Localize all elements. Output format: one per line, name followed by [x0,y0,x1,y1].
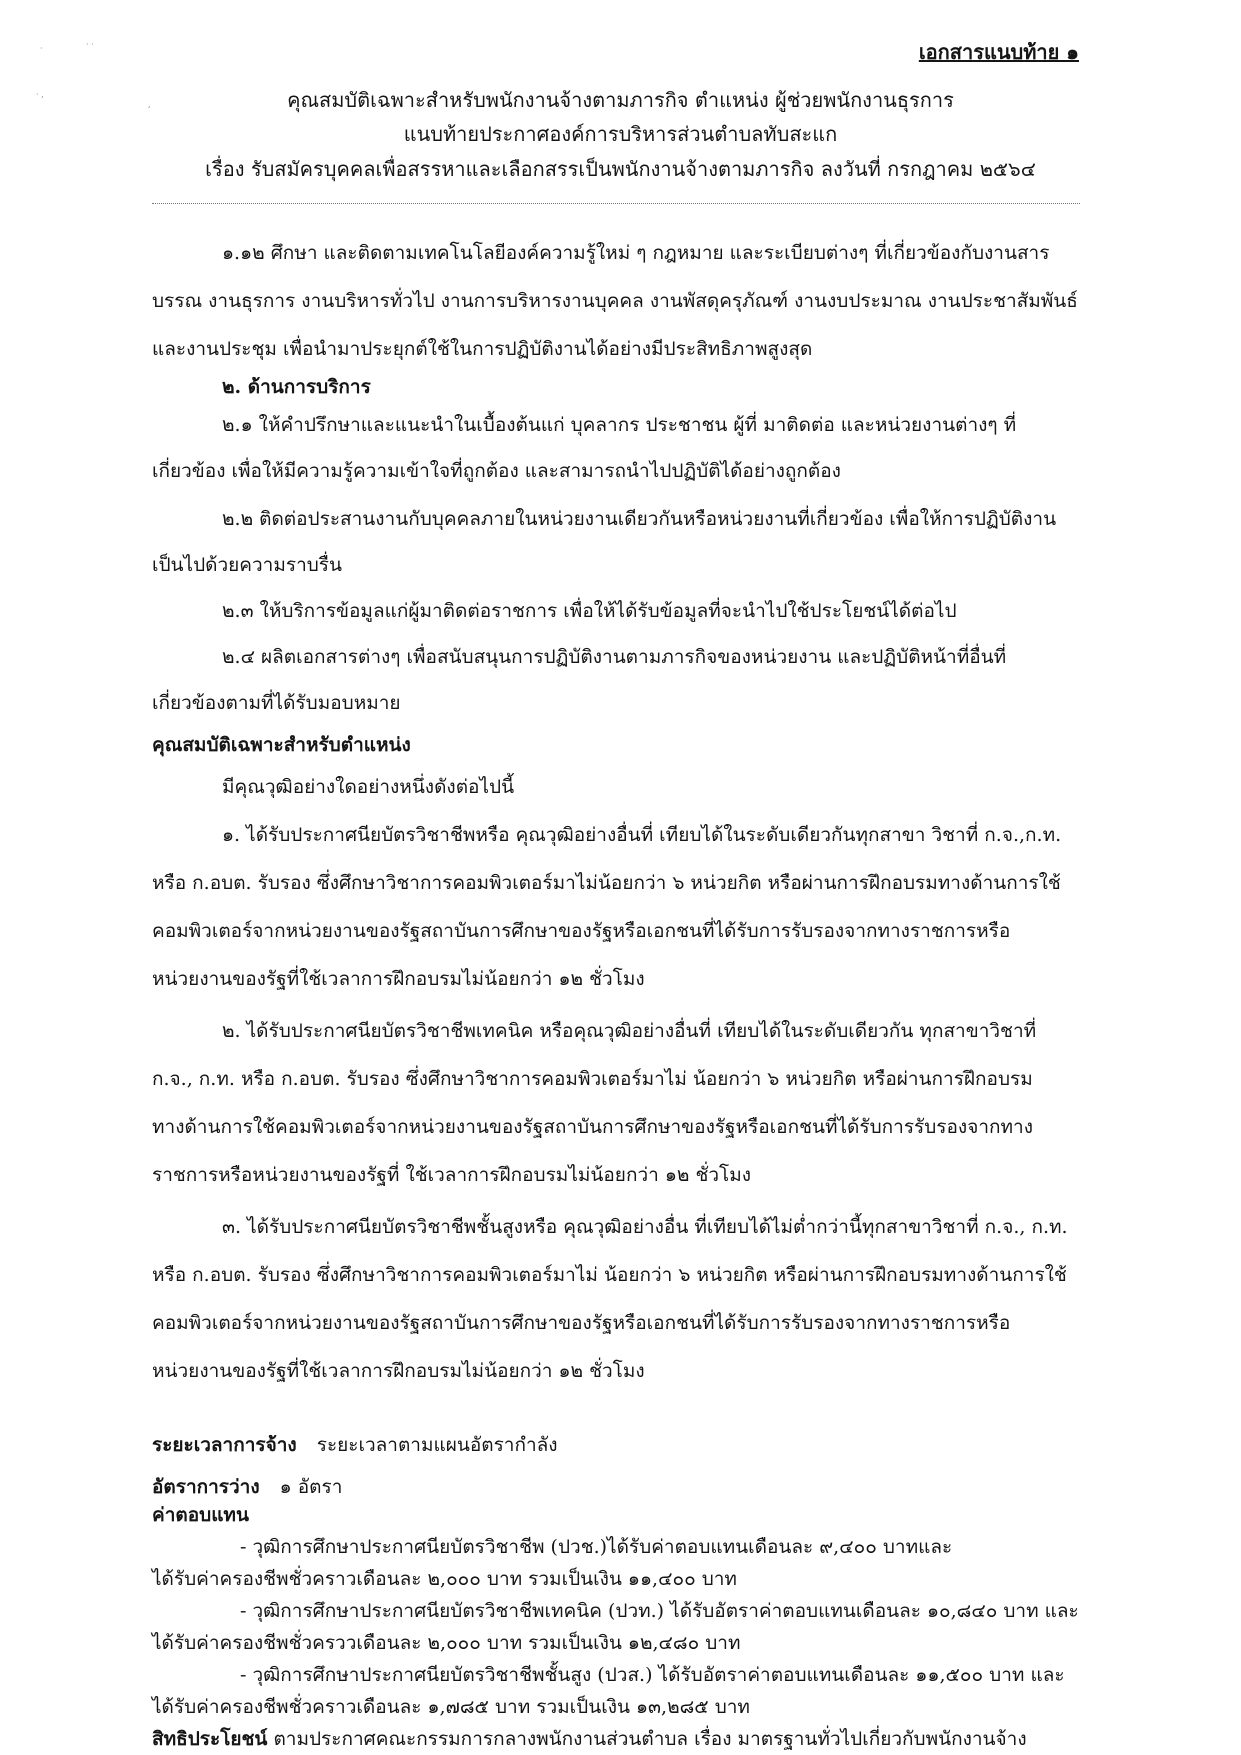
qualification-1-line-2: หรือ ก.อบต. รับรอง ซึ่งศึกษาวิชาการคอมพิวเตอร์มาไม่น้อยกว่า ๖ หน่วยกิต หรือผ่านการฝึกอบรมทางด้านการใช้ [152,872,1061,894]
qualifications-heading: คุณสมบัติเฉพาะสำหรับตำแหน่ง [152,734,411,756]
qualification-3-line-3: คอมพิวเตอร์จากหน่วยงานของรัฐสถาบันการศึกษาของรัฐหรือเอกชนที่ได้รับการรับรองจากทางราชการหรือ [152,1312,1011,1334]
vacancy-label: อัตราการว่าง [152,1476,260,1498]
qualification-3-line-1: ๓. ได้รับประกาศนียบัตรวิชาชีพชั้นสูงหรือ คุณวุฒิอย่างอื่น ที่เทียบได้ไม่ต่ำกว่านี้ทุกสาขาวิชาที่ ก.จ., ก.ท. [222,1216,1068,1238]
qualification-2-line-2: ก.จ., ก.ท. หรือ ก.อบต. รับรอง ซึ่งศึกษาวิชาการคอมพิวเตอร์มาไม่ น้อยกว่า ๖ หน่วยกิต หรือผ่านการฝึกอบรม [152,1068,1033,1090]
duty-2-4-line-2: เกี่ยวข้องตามที่ได้รับมอบหมาย [152,692,401,714]
benefits [152,1730,1027,1749]
employment-period [152,1436,558,1455]
vacancy-value: ๑ อัตรา [279,1476,343,1498]
benefits-label: สิทธิประโยชน์ [152,1728,268,1750]
duty-2-1-line-1: ๒.๑ ให้คำปรึกษาและแนะนำในเบื้องต้นแก่ บุคลากร ประชาชน ผู้ที่ มาติดต่อ และหน่วยงานต่างๆ ที่ [222,414,1017,436]
duty-1-12-line-2: บรรณ งานธุรการ งานบริหารทั่วไป งานการบริหารงานบุคคล งานพัสดุครุภัณฑ์ งานงบประมาณ งานประชาสัมพันธ์ [152,290,1078,312]
duty-2-2-line-1: ๒.๒ ติดต่อประสานงานกับบุคคลภายในหน่วยงานเดียวกันหรือหน่วยงานที่เกี่ยวข้อง เพื่อให้การปฏิบัติงาน [222,508,1057,530]
vacancy [152,1478,342,1497]
compensation-2-line-2: ได้รับค่าครองชีพชั่วครววเดือนละ ๒,๐๐๐ บาท รวมเป็นเงิน ๑๒,๔๘๐ บาท [152,1632,741,1654]
qualification-1-line-1: ๑. ได้รับประกาศนียบัตรวิชาชีพหรือ คุณวุฒิอย่างอื่นที่ เทียบได้ในระดับเดียวกันทุกสาขา วิชาที่ ก.จ.,ก.ท. [222,824,1062,846]
qualification-2-line-4: ราชการหรือหน่วยงานของรัฐที่ ใช้เวลาการฝึกอบรมไม่น้อยกว่า ๑๒ ชั่วโมง [152,1164,752,1186]
duty-2-1-line-2: เกี่ยวข้อง เพื่อให้มีความรู้ความเข้าใจที่ถูกต้อง และสามารถนำไปปฏิบัติได้อย่างถูกต้อง [152,460,841,482]
employment-period-value: ระยะเวลาตามแผนอัตรากำลัง [316,1434,558,1456]
header-title: คุณสมบัติเฉพาะสำหรับพนักงานจ้างตามภารกิจ ตำแหน่ง ผู้ช่วยพนักงานธุรการ [287,88,954,112]
duty-2-3-line-1: ๒.๓ ให้บริการข้อมูลแก่ผู้มาติดต่อราชการ เพื่อให้ได้รับข้อมูลที่จะนำไปใช้ประโยชน์ได้ต่อไป [222,600,957,622]
compensation-1-line-1: - วุฒิการศึกษาประกาศนียบัตรวิชาชีพ (ปวช.)ได้รับค่าตอบแทนเดือนละ ๙,๔๐๐ บาทและ [240,1536,953,1558]
scan-speck: · , [36,90,44,99]
compensation-2-line-1: - วุฒิการศึกษาประกาศนียบัตรวิชาชีพเทคนิค (ปวท.) ได้รับอัตราค่าตอบแทนเดือนละ ๑๐,๘๔๐ บาท และ [240,1600,1079,1622]
header-subtitle: แนบท้ายประกาศองค์การบริหารส่วนตำบลทับสะแก [403,122,838,146]
scan-speck: · · [86,40,94,49]
compensation-3-line-1: - วุฒิการศึกษาประกาศนียบัตรวิชาชีพชั้นสูง (ปวส.) ได้รับอัตราค่าตอบแทนเดือนละ ๑๑,๕๐๐ บาท และ [240,1664,1065,1686]
compensation-heading: ค่าตอบแทน [152,1504,249,1526]
duty-1-12-line-1: ๑.๑๒ ศึกษา และติดตามเทคโนโลยีองค์ความรู้ใหม่ ๆ กฎหมาย และระเบียบต่างๆ ที่เกี่ยวข้องกับงานสาร [222,242,1050,264]
header-subject: เรื่อง รับสมัครบุคคลเพื่อสรรหาและเลือกสรรเป็นพนักงานจ้างตามภารกิจ ลงวันที่ กรกฎาคม ๒๕๖๔ [205,157,1036,181]
qualification-3-line-4: หน่วยงานของรัฐที่ใช้เวลาการฝึกอบรมไม่น้อยกว่า ๑๒ ชั่วโมง [152,1360,645,1382]
duty-2-4-line-1: ๒.๔ ผลิตเอกสารต่างๆ เพื่อสนับสนุนการปฏิบัติงานตามภารกิจของหน่วยงาน และปฏิบัติหน้าที่อื่นที่ [222,646,1007,668]
header-divider [152,203,1080,204]
compensation-1-line-2: ได้รับค่าครองชีพชั่วคราวเดือนละ ๒,๐๐๐ บาท รวมเป็นเงิน ๑๑,๔๐๐ บาท [152,1568,737,1590]
compensation-3-line-2: ได้รับค่าครองชีพชั่วคราวเดือนละ ๑,๗๘๕ บาท รวมเป็นเงิน ๑๓,๒๘๕ บาท [152,1696,750,1718]
qualification-1-line-3: คอมพิวเตอร์จากหน่วยงานของรัฐสถาบันการศึกษาของรัฐหรือเอกชนที่ได้รับการรับรองจากทางราชการหรือ [152,920,1011,942]
section-2-heading: ๒. ด้านการบริการ [222,376,371,398]
qualification-2-line-3: ทางด้านการใช้คอมพิวเตอร์จากหน่วยงานของรัฐสถาบันการศึกษาของรัฐหรือเอกชนที่ได้รับการรับรองจากทาง [152,1116,1033,1138]
qualifications-intro: มีคุณวุฒิอย่างใดอย่างหนึ่งดังต่อไปนี้ [222,776,515,798]
employment-period-label: ระยะเวลาการจ้าง [152,1434,297,1456]
scan-speck: · [40,44,43,53]
qualification-2-line-1: ๒. ได้รับประกาศนียบัตรวิชาชีพเทคนิค หรือคุณวุฒิอย่างอื่นที่ เทียบได้ในระดับเดียวกัน ทุกสาขาวิชาที่ [222,1020,1037,1042]
qualification-1-line-4: หน่วยงานของรัฐที่ใช้เวลาการฝึกอบรมไม่น้อยกว่า ๑๒ ชั่วโมง [152,968,645,990]
benefits-value: ตามประกาศคณะกรรมการกลางพนักงานส่วนตำบล เรื่อง มาตรฐานทั่วไปเกี่ยวกับพนักงานจ้าง [273,1728,1027,1750]
qualification-3-line-2: หรือ ก.อบต. รับรอง ซึ่งศึกษาวิชาการคอมพิวเตอร์มาไม่ น้อยกว่า ๖ หน่วยกิต หรือผ่านการฝึกอบรมทางด้านการใช้ [152,1264,1067,1286]
duty-1-12-line-3: และงานประชุม เพื่อนำมาประยุกต์ใช้ในการปฏิบัติงานได้อย่างมีประสิทธิภาพสูงสุด [152,338,813,360]
duty-2-2-line-2: เป็นไปด้วยความราบรื่น [152,554,342,576]
attachment-label: เอกสารแนบท้าย ๑ [918,40,1079,64]
scan-speck: , [148,100,151,109]
